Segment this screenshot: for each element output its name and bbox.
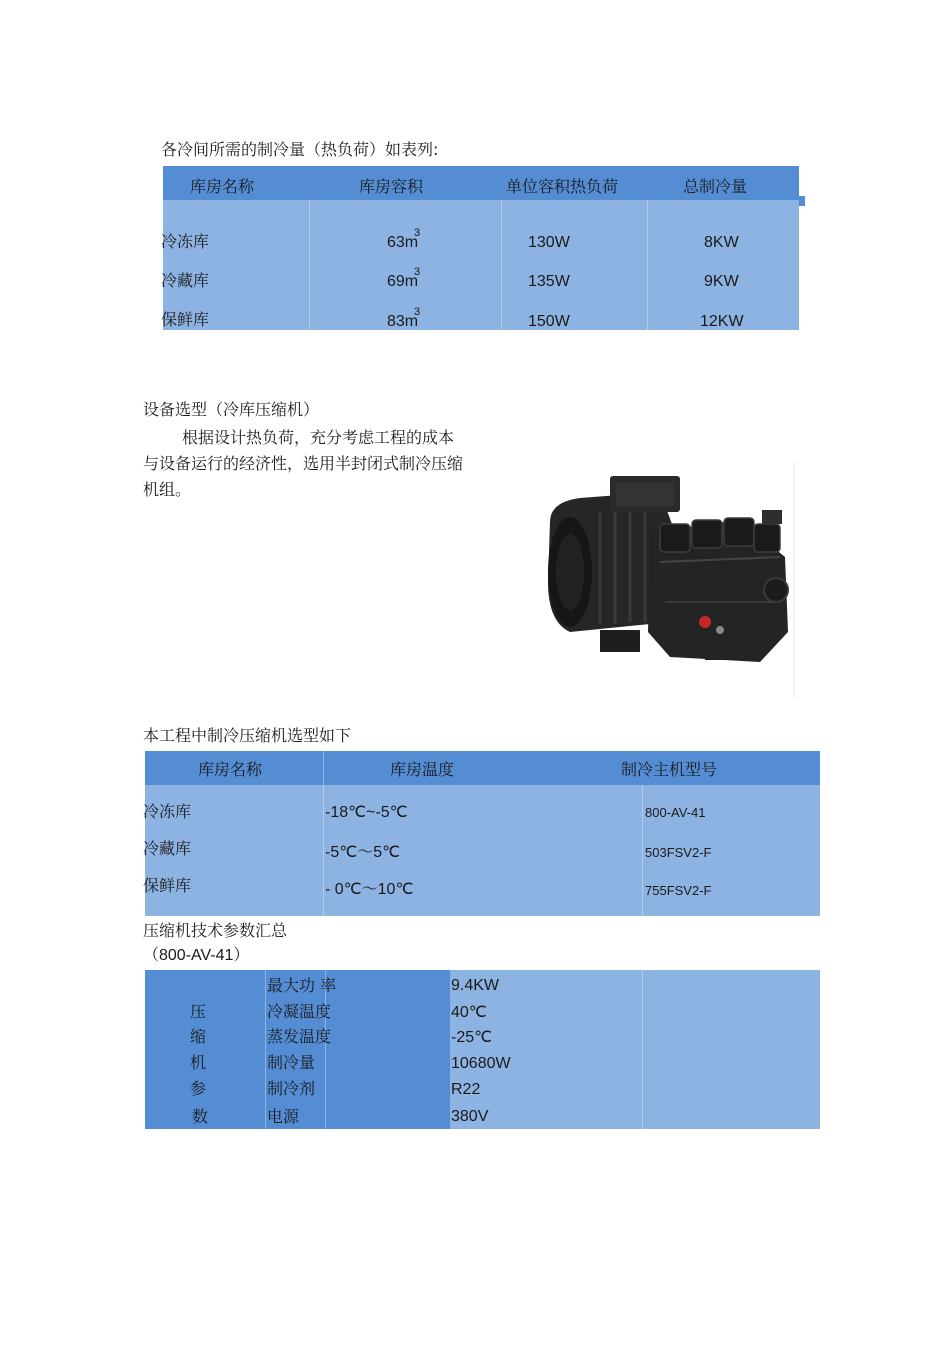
- table1-row2-load: 135W: [528, 273, 570, 290]
- table2-row2-temp: -5℃～5℃: [325, 844, 401, 861]
- table1-row3-volume: 83m: [387, 313, 419, 330]
- table1-row2-volume: 69m: [387, 273, 419, 290]
- table3-value-block: [450, 970, 820, 1129]
- table1-header-volume: 库房容积: [359, 177, 424, 196]
- table1-row3-volume-sup: 3: [414, 306, 421, 318]
- intro-text: 各冷间所需的制冷量（热负荷）如表列:: [161, 140, 439, 159]
- table1-row3-load: 150W: [528, 313, 570, 330]
- table1-row1-volume-sup: 3: [414, 227, 421, 239]
- table2-row1-name: 冷冻库: [143, 802, 192, 821]
- table1-row1-volume: 63m: [387, 234, 419, 251]
- table2-row3-temp: - 0℃～10℃: [325, 881, 414, 898]
- table1-row1-load: 130W: [528, 234, 570, 251]
- table1-row2-total: 9KW: [704, 273, 739, 290]
- table3-label-power-supply: 电源: [267, 1107, 300, 1126]
- table3-value-condensing: 40℃: [451, 1004, 487, 1021]
- table1-row1-total: 8KW: [704, 234, 739, 251]
- section2-title: 设备选型（冷库压缩机）: [143, 400, 320, 419]
- section4-title: 压缩机技术参数汇总: [143, 921, 288, 940]
- table2-row3-model: 755FSV2-F: [645, 883, 712, 898]
- table3-value-refrigerant: R22: [451, 1081, 481, 1098]
- table2-row1-model: 800-AV-41: [645, 805, 706, 820]
- table3-label-condensing: 冷凝温度: [267, 1002, 332, 1021]
- table3-value-power: 9.4KW: [451, 977, 500, 994]
- table1-row2-name: 冷藏库: [161, 271, 210, 290]
- table3-side-char-4: 参: [190, 1079, 207, 1098]
- section2-paragraph-line1: 根据设计热负荷，充分考虑工程的成本: [182, 428, 455, 447]
- table3-label-capacity: 制冷量: [267, 1053, 316, 1072]
- compressor-image: [530, 462, 796, 698]
- table2-row2-name: 冷藏库: [143, 839, 192, 858]
- table2-row3-name: 保鲜库: [143, 876, 192, 895]
- table3-side-char-3: 机: [190, 1053, 207, 1072]
- section4-model: （800-AV-41）: [143, 947, 250, 964]
- table3-side-char-2: 缩: [190, 1027, 207, 1046]
- table1-header-total: 总制冷量: [683, 177, 748, 196]
- table1-row3-total: 12KW: [700, 313, 744, 330]
- table3-value-evaporating: -25℃: [451, 1029, 493, 1046]
- table3-label-evaporating: 蒸发温度: [267, 1027, 332, 1046]
- table3-side-char-1: 压: [190, 1002, 207, 1021]
- table3-label-refrigerant: 制冷剂: [267, 1079, 316, 1098]
- table1-row3-name: 保鲜库: [161, 310, 210, 329]
- table3-value-power-supply: 380V: [451, 1108, 489, 1125]
- table1-row1-name: 冷冻库: [161, 232, 210, 251]
- table2-header-name: 库房名称: [198, 760, 263, 779]
- table3-side-char-5: 数: [192, 1107, 209, 1126]
- table1-row2-volume-sup: 3: [414, 266, 421, 278]
- table2-row2-model: 503FSV2-F: [645, 845, 712, 860]
- section3-title: 本工程中制冷压缩机选型如下: [143, 726, 352, 745]
- table3-label-power: 最大功 率: [267, 976, 337, 995]
- table1-header-name: 库房名称: [190, 177, 255, 196]
- section2-paragraph-line2: 与设备运行的经济性，选用半封闭式制冷压缩: [143, 454, 464, 473]
- table2-row1-temp: -18℃~-5℃: [325, 804, 408, 821]
- table1-header-extension: [799, 196, 805, 206]
- section2-paragraph-line3: 机组。: [143, 480, 192, 499]
- table2-header-model: 制冷主机型号: [621, 760, 718, 779]
- table1-header-load: 单位容积热负荷: [506, 177, 619, 196]
- table2-body: [145, 785, 820, 916]
- table1-body: [163, 200, 799, 330]
- table2-header-temp: 库房温度: [390, 760, 455, 779]
- table3-value-capacity: 10680W: [451, 1055, 511, 1072]
